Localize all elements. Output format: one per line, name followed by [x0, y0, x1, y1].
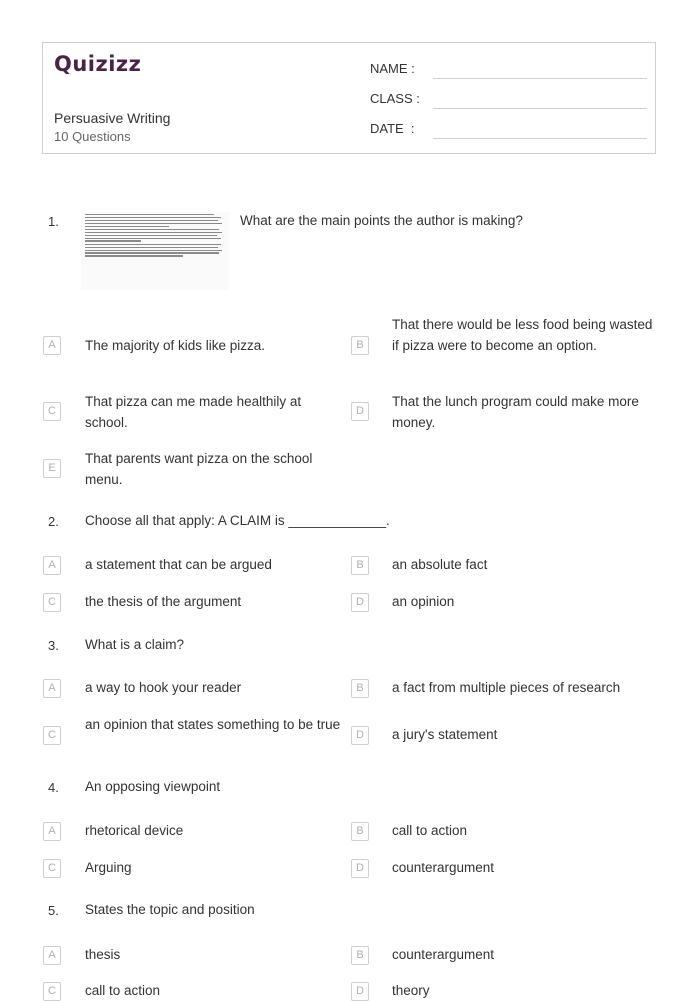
passage-image: [81, 212, 229, 290]
option-badge: C: [43, 859, 61, 878]
option-text: call to action: [392, 823, 468, 838]
question-text: Choose all that apply: A CLAIM is _____________.: [85, 513, 390, 528]
option-badge: A: [43, 336, 61, 355]
option-badge: A: [43, 679, 61, 698]
option-text: rhetorical device: [85, 823, 184, 838]
option-text: an opinion that states something to be true: [85, 717, 341, 732]
class-line: [433, 108, 647, 109]
worksheet-header: [42, 42, 656, 154]
name-line: [433, 78, 647, 79]
question-text: An opposing viewpoint: [85, 779, 221, 794]
option-badge: B: [351, 556, 369, 575]
option-text: That the lunch program could make more money.: [392, 394, 639, 430]
option-badge: B: [351, 822, 369, 841]
option-badge: C: [43, 593, 61, 612]
option-text: counterargument: [392, 860, 495, 875]
option-text: an opinion: [392, 594, 455, 609]
option-text: a statement that can be argued: [85, 557, 272, 572]
option-badge: D: [351, 859, 369, 878]
option-badge: B: [351, 946, 369, 965]
option-badge: A: [43, 556, 61, 575]
option-badge: D: [351, 593, 369, 612]
option-text: an absolute fact: [392, 557, 488, 572]
option-text: Arguing: [85, 860, 132, 875]
question-number: 4.: [48, 780, 59, 795]
quizizz-logo: Quizizz: [54, 52, 142, 76]
option-text: thesis: [85, 947, 121, 962]
question-text: States the topic and position: [85, 902, 255, 917]
option-badge: B: [351, 336, 369, 355]
option-badge: D: [351, 982, 369, 1001]
option-text: That there would be less food being wasted if pizza were to become an option.: [392, 317, 653, 353]
option-text: theory: [392, 983, 430, 998]
question-text: What are the main points the author is making?: [240, 213, 523, 228]
date-line: [433, 138, 647, 139]
option-badge: A: [43, 822, 61, 841]
option-text: The majority of kids like pizza.: [85, 338, 266, 353]
date-label: DATE :: [370, 121, 415, 136]
name-label: NAME :: [370, 61, 415, 76]
class-label: CLASS :: [370, 91, 420, 106]
option-text: counterargument: [392, 947, 495, 962]
option-text: a jury's statement: [392, 727, 498, 742]
option-text: call to action: [85, 983, 161, 998]
option-text: the thesis of the argument: [85, 594, 242, 609]
question-count: 10 Questions: [54, 129, 131, 144]
option-badge: D: [351, 402, 369, 421]
option-badge: A: [43, 946, 61, 965]
option-text: That pizza can me made healthily at school.: [85, 394, 302, 430]
option-text: That parents want pizza on the school menu.: [85, 451, 313, 487]
question-number: 3.: [48, 638, 59, 653]
option-badge: C: [43, 402, 61, 421]
option-badge: D: [351, 726, 369, 745]
question-number: 5.: [48, 903, 59, 918]
option-badge: C: [43, 982, 61, 1001]
option-badge: E: [43, 459, 61, 478]
option-badge: B: [351, 679, 369, 698]
option-badge: C: [43, 726, 61, 745]
option-text: a way to hook your reader: [85, 680, 242, 695]
option-text: a fact from multiple pieces of research: [392, 680, 621, 695]
question-text: What is a claim?: [85, 637, 185, 652]
question-number: 2.: [48, 514, 59, 529]
worksheet-title: Persuasive Writing: [54, 110, 171, 126]
question-number: 1.: [48, 214, 59, 229]
